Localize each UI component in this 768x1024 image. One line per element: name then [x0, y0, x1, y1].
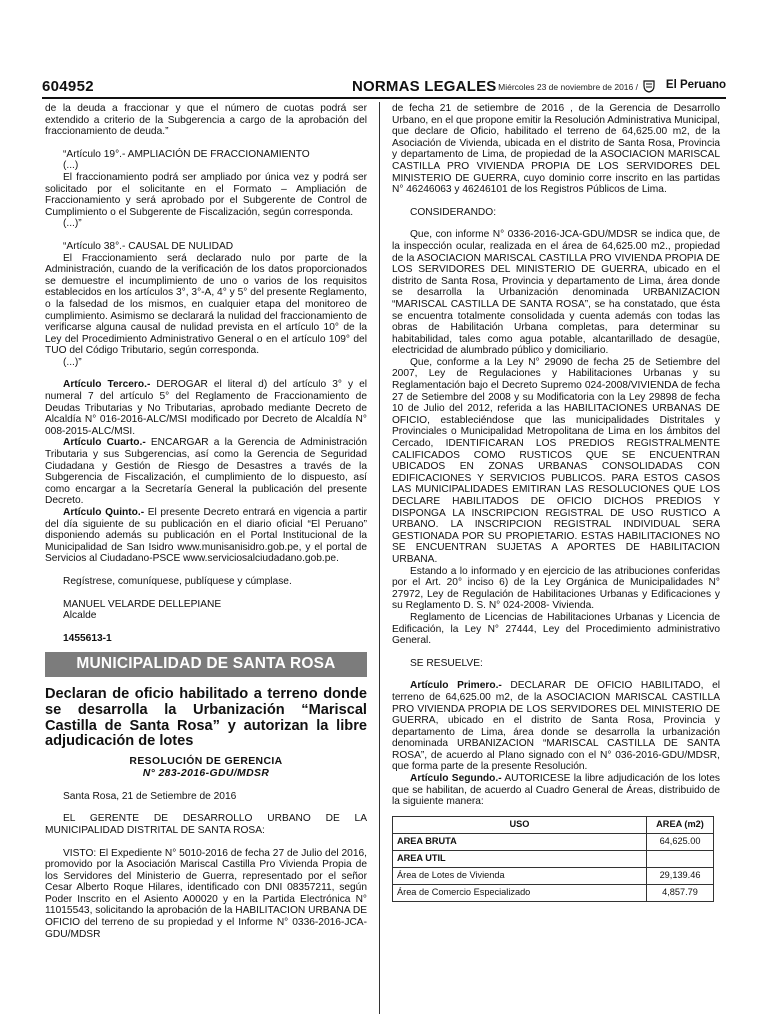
place-date: Santa Rosa, 21 de Setiembre de 2016	[63, 790, 237, 802]
paragraph: El fraccionamiento podrá ser ampliado por única vez y podrá ser solicitado por el solicitante en el Formato – Ampliación de Fraccionamiento y será aprobado por el Subgerente de Control de Cumplimiento o el Subgerente de Fiscalización, según corresponda.	[45, 171, 367, 218]
column-divider	[379, 102, 380, 1014]
visto-paragraph: VISTO: El Expediente N° 5010-2016 de fecha 27 de Julio del 2016, promovido por la Asociación Mariscal Castilla Pro Vivienda Propia de los Servidores del Ministerio de Guerra, representado por el señor Cesar Alberto Roque Hilares, identificado con DNI 08357211, según Poder Inscrito en el Asiento A00020 y en la Partida Electrónica N° 11015543, solicitando la aprobación de la HABILITACION URBANA DE OFICIO del terreno de su propiedad y el Informe N° 0336-2016-JCA-GDU/MDSR	[45, 847, 367, 940]
article-text: AUTORICESE la libre adjudicación de los lotes que se habilitan, de acuerdo al Cuadro General de Áreas, distribuido de la siguiente manera:	[392, 773, 720, 808]
header-rule	[42, 97, 726, 99]
article-second	[392, 773, 720, 808]
page-number: 604952	[42, 78, 94, 95]
row-value	[647, 850, 714, 867]
article-label: Artículo Cuarto.-	[63, 437, 146, 449]
closing-formula: Regístrese, comuníquese, publíquese y cúmplase.	[63, 575, 292, 587]
article-label: Artículo Primero.-	[410, 680, 502, 692]
article-text: ENCARGAR a la Gerencia de Administración Tributaria y sus Subgerencias, así como la Gerencia de Seguridad Ciudadana y Gestión de Riesgo de Desastres a través de la Subgerencia de Fiscalización, el cumplimiento de lo dispuesto, así como encargar a la Secretaría General la publicación del presente Decreto.	[45, 437, 367, 507]
row-label: Área de Lotes de Vivienda	[393, 867, 647, 884]
article-heading: “Artículo 38°.- CAUSAL DE NULIDAD	[63, 240, 234, 252]
paragraph: El Fraccionamiento será declarado nulo por parte de la Administración, cuando de la verificación de los datos proporcionados se demuestre el incumplimiento de uno o varios de los requisitos establecidos en los artículos 3°, 3°-A, 4° y 5° del presente Reglamento, o la falsedad de los mismos, en cualquier etapa del monitoreo de cumplimiento. Asimismo se declarará la nulidad del fraccionamiento de verificarse alguna causal de nulidad prevista en el artículo 10° de la Ley del Procedimiento Administrativo General o en el artículo 109° del TUO del Código Tributario, según corresponda.	[45, 252, 367, 357]
article-label: Artículo Quinto.-	[63, 507, 145, 518]
article-first	[392, 680, 720, 773]
table-header-row	[393, 816, 714, 833]
row-label: AREA UTIL	[393, 850, 647, 867]
row-value: 4,857.79	[647, 884, 714, 901]
row-label: Área de Comercio Especializado	[393, 884, 647, 901]
left-column	[45, 103, 367, 940]
row-value: 64,625.00	[647, 833, 714, 850]
right-column	[392, 103, 720, 902]
signer-title: Alcalde	[63, 610, 97, 622]
article-heading: “Artículo 19°.- AMPLIACIÓN DE FRACCIONAMIENTO	[63, 148, 310, 160]
article-fifth	[45, 507, 367, 565]
issuing-authority: EL GERENTE DE DESARROLLO URBANO DE LA MUNICIPALIDAD DISTRITAL DE SANTA ROSA:	[45, 813, 367, 836]
table-row	[393, 833, 714, 850]
article-third	[45, 379, 367, 437]
article-label: Artículo Tercero.-	[63, 379, 151, 391]
table-row	[393, 867, 714, 884]
issue-date: Miércoles 23 de noviembre de 2016 /	[498, 82, 638, 92]
ellipsis: (...)	[63, 160, 79, 172]
ellipsis: (...)”	[63, 356, 82, 368]
row-value: 29,139.46	[647, 867, 714, 884]
section-heading: SE RESUELVE:	[410, 657, 483, 669]
column-header-area: AREA (m2)	[647, 816, 714, 833]
article-text: El presente Decreto entrará en vigencia a partir del día siguiente de su publicación en el diario oficial “El Peruano” disponiendo además su publicación en el Portal Institucional de la Municipalidad de San Isidro www.munisanisidro.gob.pe, y el portal de Servicios al Ciudadano-PSCE www.serviciosalciudadano.gob.pe.	[45, 507, 367, 565]
article-fourth	[45, 437, 367, 507]
paragraph: Que, conforme a la Ley N° 29090 de fecha 25 de Setiembre del 2007, Ley de Regulaciones y Habilitaciones Urbanas y su Reglamentación bajo el Decreto Supremo 024-2008/VIVIENDA de fecha 27 de Setiembre del 2008 y su Modificatoria con la Ley 29898 de fecha 10 de Julio del 2012, referida a las HABILITACIONES URBANAS DE OFICIO, estableciéndose que las municipalidades Distritales y Provinciales o Municipalidad Metropolitana de Lima en los ámbitos del Cercado, IDENTIFICARAN LOS PREDIOS REGISTRALMENTE CALIFICADOS COMO RUSTICOS QUE SE ENCUENTRAN UBICADOS EN ZONAS URBANAS CONSOLIDADAS CON EDIFICACIONES Y SERVICIOS PUBLICOS. PARA ESTOS CASOS LAS MUNICIPALIDADES EMITIRAN LAS RESOLUCIONES QUE LOS DECLARE HABILITADOS DE OFICIO DICHOS PREDIOS Y DISPONGA LA INSCRIPCION REGISTRAL DE USO RUSTICO A URBANO. LA INSCRIPCION REGISTRAL INDIVIDUAL SERA GESTIONADA POR SU PROPIETARIO. ESTAS HABILITACIONES NO SE ENCUENTRAN SUJETAS A APORTES DE HABILITACION URBANA.	[392, 356, 720, 565]
column-header-uso: USO	[393, 816, 647, 833]
table-row	[393, 884, 714, 901]
publication-code: 1455613-1	[63, 632, 112, 644]
paragraph: de fecha 21 de setiembre de 2016 , de la Gerencia de Desarrollo Urbano, en el que propone emitir la Resolución Administrativa Municipal, que declare de Oficio, habilitado el terreno de 64,625.00 m2, de la Asociación de Vivienda, ubicada en el distrito de Santa Rosa, Provincia y departamento de Lima, de propiedad de la ASOCIACION MARISCAL CASTILLA PRO VIVIENDA PROPIA DE LOS SERVIDORES DEL MINISTERIO DE GUERRA, cuyo dominio corre inscrito en las partidas N° 46246063 y 46246101 de los Registros Públicos de Lima.	[392, 103, 720, 196]
area-table	[392, 816, 714, 902]
ellipsis: (...)”	[63, 218, 82, 230]
article-headline: Declaran de oficio habilitado a terreno donde se desarrolla la Urbanización “Mariscal Castilla de Santa Rosa” y autorizan la libre adjudicación de lotes	[45, 685, 367, 750]
row-label: AREA BRUTA	[393, 833, 647, 850]
paragraph: Reglamento de Licencias de Habilitaciones Urbanas y Licencia de Edificación, la Ley N° 27444, Ley del Procedimiento administrativo General.	[392, 611, 720, 647]
section-title: NORMAS LEGALES	[352, 78, 497, 95]
signer-name: MANUEL VELARDE DELLEPIANE	[63, 598, 222, 610]
article-text: DEROGAR el literal d) del artículo 3° y el numeral 7 del artículo 5° del Reglamento de Fraccionamiento de Deudas Tributarias y No Tributarias, aprobado mediante Decreto de Alcaldía N° 016-2016-ALC/MSI modificado por Decreto de Alcaldía N° 008-2015-ALC/MSI.	[45, 379, 367, 437]
article-label: Artículo Segundo.-	[410, 773, 502, 785]
paragraph: Estando a lo informado y en ejercicio de las atribuciones conferidas por el Art. 20° inciso 6) de la Ley Orgánica de Municipalidades N° 27972, Ley de Regulación de Habilitaciones Urbanas y Edificaciones y su Reglamento D. S. N° 024-2008- Vivienda.	[392, 565, 720, 612]
article-text: DECLARAR DE OFICIO HABILITADO, el terreno de 64,625.00 m2, de la ASOCIACION MARISCAL CASTILLA PRO VIVIENDA PROPIA DE LOS SERVIDORES DEL MINISTERIO DE GUERRA, ubicado en el distrito de Santa Rosa, Provincia y departamento de Lima, área donde se desarrolla la urbanización denominada URBANIZACION “MARISCAL CASTILLA DE SANTA ROSA”, de acuerdo al Plano signado con el N° 036-2016-GDU/MDSR, que forma parte de la presente Resolución.	[392, 680, 720, 773]
institution-banner: MUNICIPALIDAD DE SANTA ROSA	[45, 652, 367, 677]
section-heading: CONSIDERANDO:	[410, 206, 497, 218]
newspaper-logo: El Peruano	[665, 79, 726, 91]
table-row	[393, 850, 714, 867]
coat-of-arms-icon	[642, 79, 656, 93]
page-header	[42, 78, 726, 98]
paragraph: Que, con informe N° 0336-2016-JCA-GDU/MDSR se indica que, de la inspección ocular, realizada en el área de 64,625.00 m2., propiedad de la ASOCIACION MARISCAL CASTILLA PRO VIVIENDA PROPIA DE LOS SERVIDORES DEL MINISTERIO DE GUERRA, ubicado en el distrito de Santa Rosa, Provincia y departamento de Lima, área donde se desarrolla la Urbanización denominada URBANIZACION “MARISCAL CASTILLA DE SANTA ROSA”, se ha constatado, que ésta se encuentra totalmente consolidada y cuenta además con todas las obras de Habilitación Urbana completas, para determinar su habitabilidad, tales como agua potable, alcantarillado de desagüe, electricidad de alumbrado público y domiciliario.	[392, 229, 720, 357]
resolution-title: RESOLUCIÓN DE GERENCIA	[129, 756, 283, 768]
resolution-number: N° 283-2016-GDU/MDSR	[142, 767, 270, 779]
paragraph: de la deuda a fraccionar y que el número de cuotas podrá ser extendido a criterio de la Subgerencia a cargo de la aprobación del fraccionamiento de deuda.”	[45, 103, 367, 138]
